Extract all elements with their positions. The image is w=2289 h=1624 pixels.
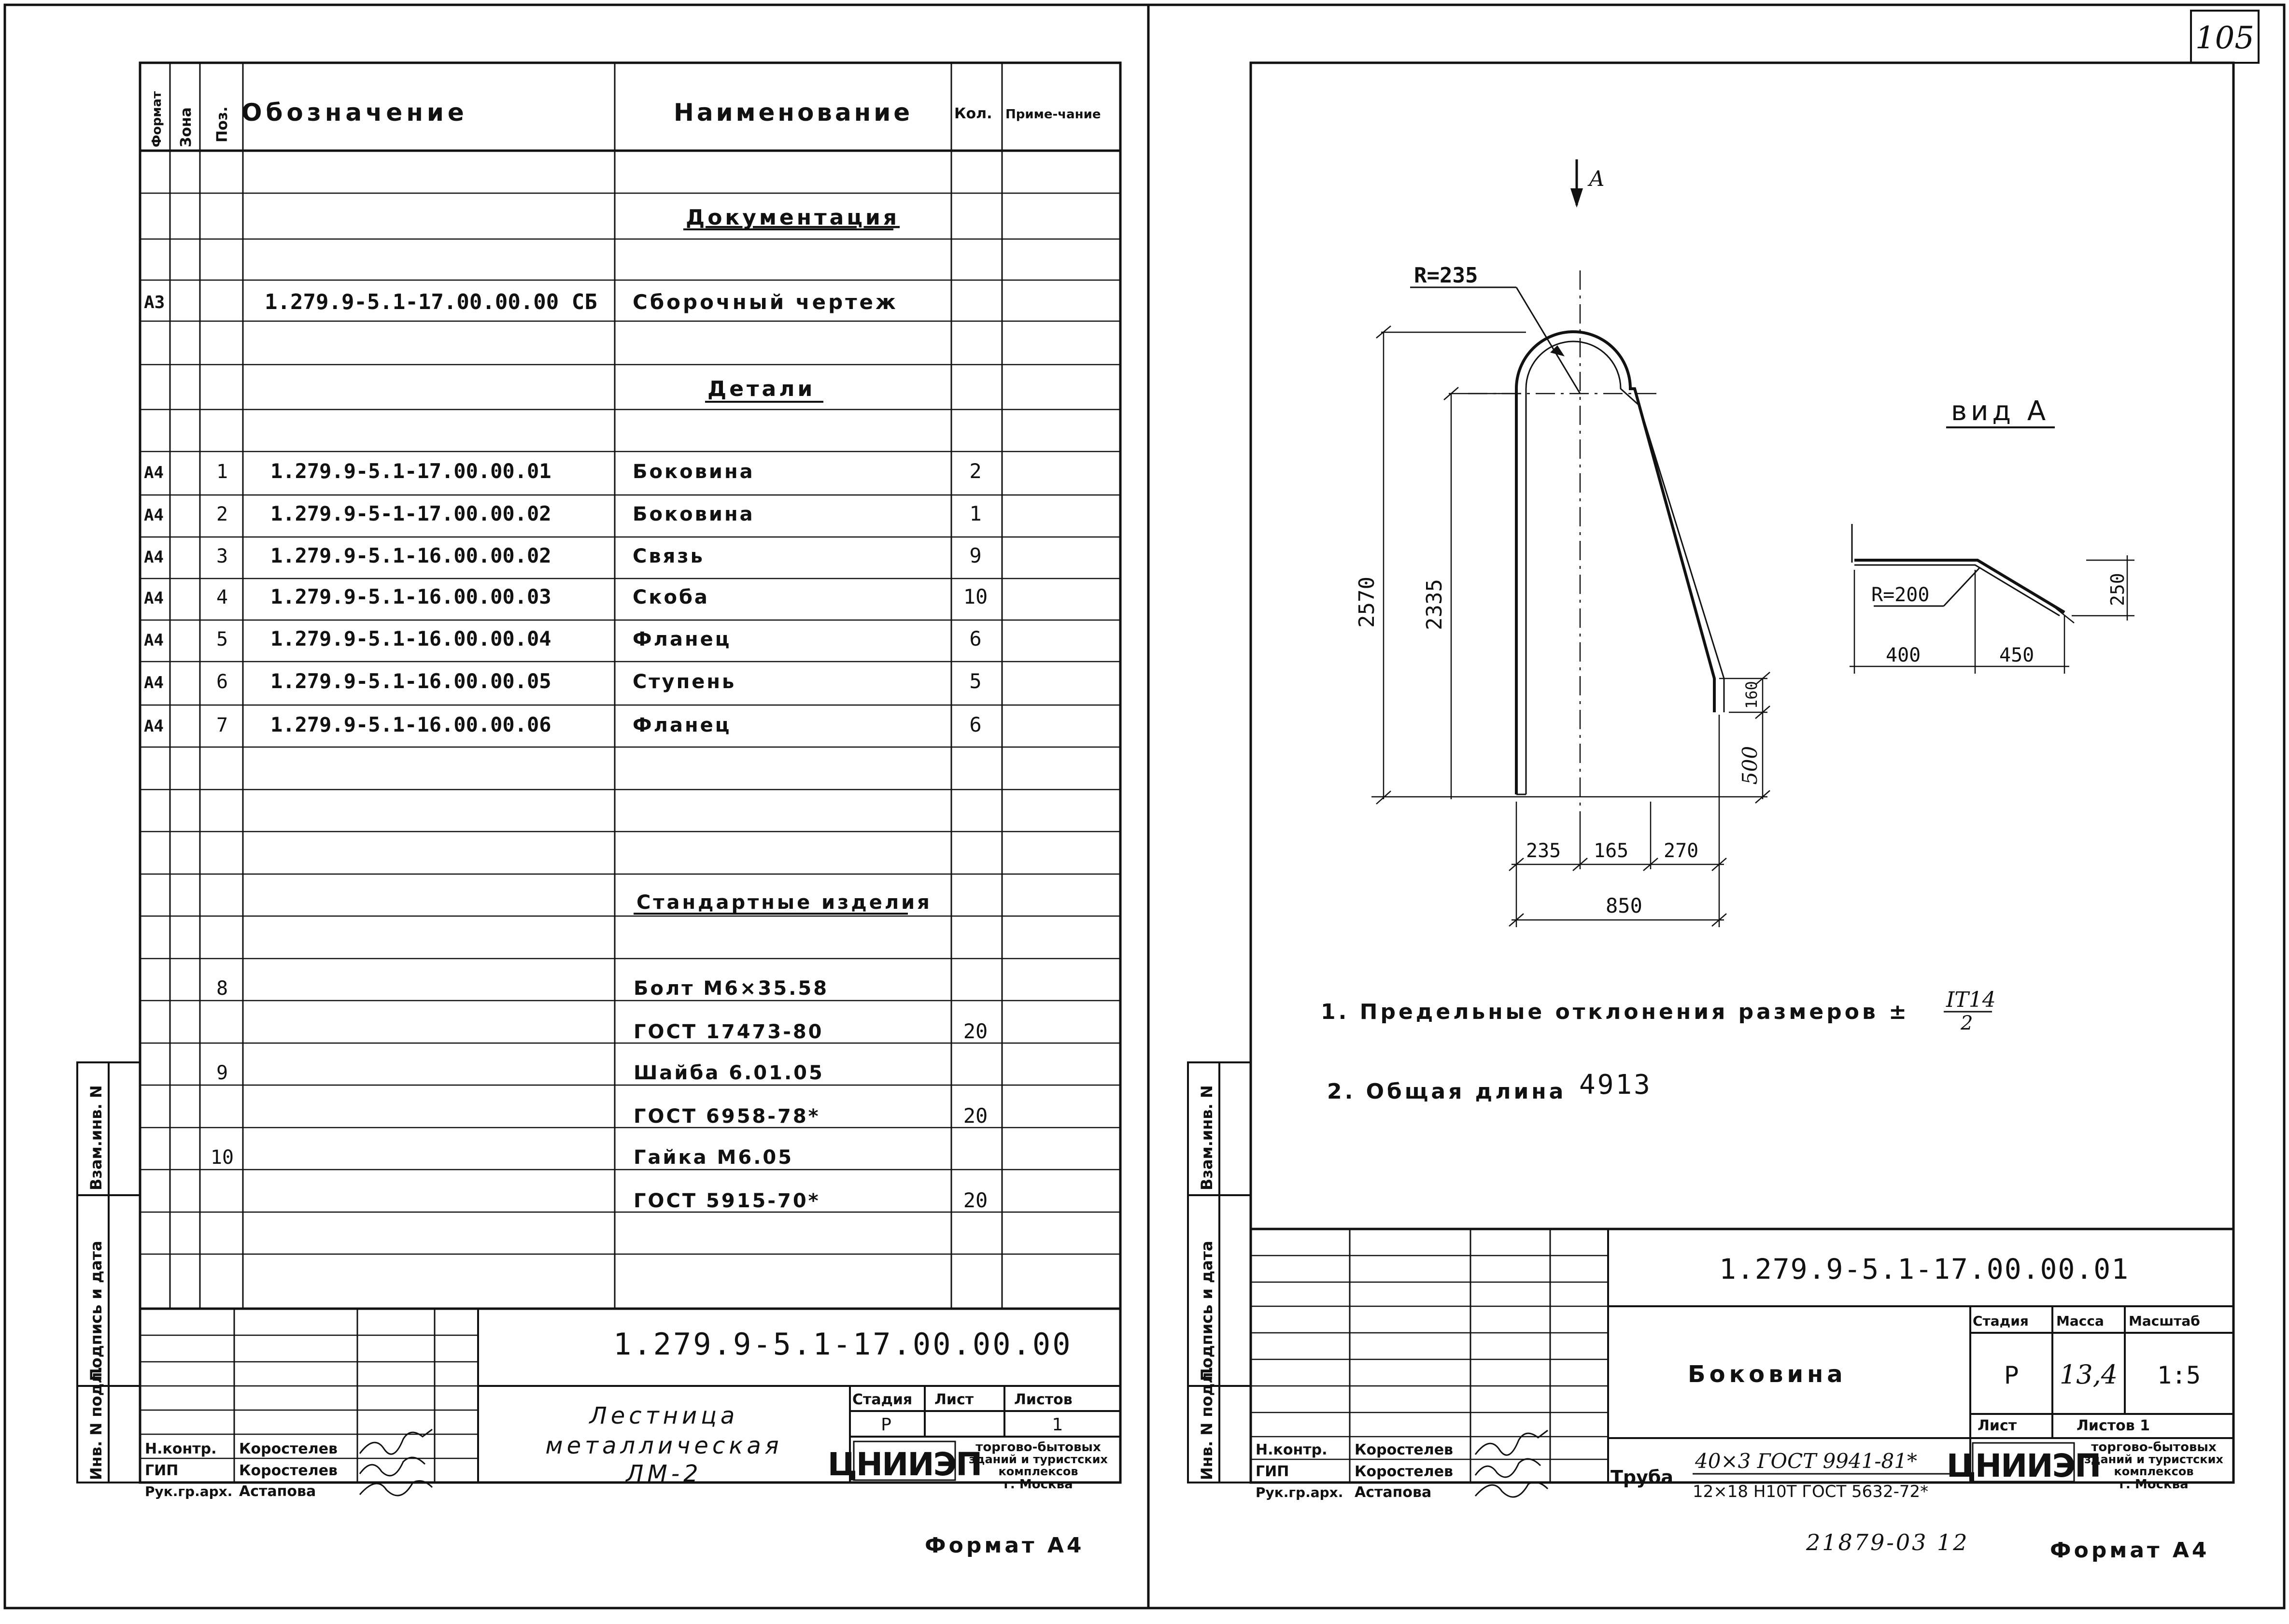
- standard-row-name: ГОСТ 17473-80: [634, 1021, 824, 1043]
- detail-row-pos: 5: [216, 628, 228, 650]
- left-org-logo: ЦНИИЭП: [827, 1446, 982, 1483]
- detail-row-name: Боковина: [633, 461, 755, 483]
- left-title-line3: ЛМ-2: [626, 1460, 702, 1487]
- right-title-code: 1.279.9-5.1-17.00.00.01: [1719, 1253, 2130, 1285]
- header-qty: Кол.: [954, 105, 992, 122]
- left-side-label-1: Взам.инв. N: [87, 1085, 105, 1190]
- standard-rows: [211, 977, 988, 1212]
- detail-row-pos: 1: [216, 461, 228, 483]
- right-stage-label: Стадия: [1973, 1313, 2029, 1329]
- left-roles: [145, 1440, 338, 1500]
- right-role-2: ГИП: [1256, 1463, 1289, 1480]
- standard-row-name: Шайба 6.01.05: [634, 1062, 824, 1084]
- detail-row-format: А4: [144, 506, 164, 525]
- right-scale-value: 1:5: [2157, 1361, 2201, 1389]
- left-role-1-name: Коростелев: [239, 1440, 338, 1457]
- right-sheet-label: Лист: [1978, 1417, 2017, 1434]
- left-org-line1: торгово-бытовых: [975, 1440, 1101, 1455]
- detail-row-designation: 1.279.9-5.1-16.00.00.03: [270, 585, 551, 608]
- left-signatures: [360, 1429, 432, 1496]
- detail-row-qty: 1: [969, 502, 982, 525]
- left-side-label-3: Инв. N подл.: [87, 1366, 105, 1480]
- view-dim-400: 400: [1886, 644, 1921, 666]
- right-material-label: Труба: [1611, 1467, 1674, 1488]
- page-number: 105: [2195, 20, 2255, 56]
- right-scale-label: Масштаб: [2129, 1313, 2200, 1329]
- view-arrow-label: А: [1589, 167, 1605, 191]
- note-2-value: 4913: [1579, 1069, 1652, 1101]
- standard-row-qty: 20: [963, 1104, 988, 1128]
- right-role-3: Рук.гр.арх.: [1256, 1484, 1343, 1500]
- dim-2335: 2335: [1422, 579, 1447, 630]
- standard-row-name: Болт М6×35.58: [634, 977, 829, 1000]
- right-role-2-name: Коростелев: [1355, 1463, 1454, 1480]
- right-org-line2: зданий и туристских: [2084, 1453, 2223, 1466]
- view-label: вид А: [1951, 395, 2050, 427]
- right-side-label-3: Инв. N подл.: [1198, 1366, 1216, 1480]
- dim-270: 270: [1664, 840, 1699, 862]
- right-sheets-label: Листов 1: [2077, 1417, 2150, 1434]
- left-title-code: 1.279.9-5.1-17.00.00.00: [613, 1327, 1073, 1362]
- standard-row-name: ГОСТ 6958-78*: [634, 1105, 820, 1128]
- detail-row-format: А4: [144, 673, 164, 692]
- radius-label: R=235: [1414, 263, 1478, 288]
- detail-row-designation: 1.279.9-5-1-17.00.00.02: [270, 502, 551, 525]
- detail-row-format: А4: [144, 631, 164, 650]
- right-mass-label: Масса: [2056, 1313, 2104, 1329]
- doc-row-format: А3: [144, 293, 165, 312]
- right-org-line4: г. Москва: [2119, 1477, 2189, 1492]
- right-material-top: 40×3 ГОСТ 9941-81*: [1695, 1449, 1917, 1473]
- left-role-3-name: Астапова: [239, 1483, 316, 1500]
- standard-row-pos: 10: [210, 1146, 234, 1169]
- detail-row-qty: 2: [969, 459, 982, 483]
- tube-side-view: [1410, 270, 1724, 811]
- left-format-label: Формат А4: [925, 1533, 1085, 1558]
- left-role-2-name: Коростелев: [239, 1462, 338, 1479]
- dim-500: 500: [1738, 746, 1762, 785]
- right-mass-value: 13,4: [2059, 1359, 2118, 1390]
- detail-row-name: Фланец: [633, 628, 732, 650]
- archive-number: 21879-03 12: [1806, 1529, 1969, 1555]
- dim-lines-vertical: [1371, 326, 1770, 804]
- header-format: Формат: [150, 91, 164, 147]
- header-name: Наименование: [674, 99, 913, 127]
- standard-row-pos: 9: [216, 1062, 228, 1084]
- detail-row-format: А4: [144, 548, 164, 567]
- section-standard: Стандартные изделия: [636, 891, 932, 914]
- right-side-label-2: Подпись и дата: [1198, 1241, 1216, 1381]
- section-details: Детали: [707, 377, 816, 401]
- header-designation: Обозначение: [241, 99, 468, 127]
- left-side-label-2: Подпись и дата: [87, 1241, 105, 1381]
- detail-row-name: Связь: [633, 545, 705, 567]
- left-stage-value: Р: [881, 1415, 891, 1435]
- right-org-logo: ЦНИИЭП: [1946, 1447, 2101, 1484]
- detail-row-designation: 1.279.9-5.1-16.00.00.04: [270, 627, 551, 650]
- view-dim-450: 450: [1999, 644, 2035, 666]
- detail-row-qty: 10: [963, 585, 988, 608]
- left-org-line3: комплексов: [998, 1465, 1078, 1478]
- detail-row-qty: 6: [969, 627, 982, 650]
- right-signatures: [1475, 1430, 1548, 1497]
- note-1: 1. Предельные отклонения размеров ±: [1321, 1000, 1909, 1024]
- right-format-label: Формат А4: [2050, 1538, 2210, 1563]
- detail-row-pos: 6: [216, 671, 228, 693]
- view-dim-250: 250: [2107, 573, 2128, 606]
- right-role-1: Н.контр.: [1256, 1441, 1328, 1458]
- detail-row-pos: 2: [216, 503, 228, 525]
- section-documentation: Документация: [686, 205, 900, 230]
- dim-165: 165: [1594, 840, 1629, 862]
- detail-row-qty: 6: [969, 713, 982, 736]
- left-role-2: ГИП: [145, 1462, 179, 1479]
- detail-row-pos: 4: [216, 586, 228, 608]
- left-org-line2: зданий и туристских: [969, 1453, 1108, 1466]
- right-org-line1: торгово-бытовых: [2091, 1440, 2217, 1455]
- left-sheet: [77, 63, 1120, 1558]
- detail-row-name: Фланец: [633, 714, 732, 736]
- doc-row-designation: 1.279.9-5.1-17.00.00.00 СБ: [265, 290, 597, 314]
- left-title-line1: Лестница: [589, 1402, 739, 1429]
- detail-rows: [144, 459, 988, 736]
- detail-row-designation: 1.279.9-5.1-16.00.00.05: [270, 669, 551, 693]
- left-sheets-value: 1: [1052, 1415, 1063, 1435]
- detail-row-name: Ступень: [633, 671, 736, 693]
- right-side-label-1: Взам.инв. N: [1198, 1085, 1216, 1190]
- dim-235: 235: [1526, 840, 1561, 862]
- note-1-fraction-num: IT14: [1946, 988, 1996, 1012]
- left-role-1: Н.контр.: [145, 1440, 217, 1457]
- right-sheet: [1188, 63, 2233, 1563]
- note-1-fraction-den: 2: [1961, 1012, 1973, 1034]
- left-sheets-label: Листов: [1014, 1391, 1073, 1408]
- detail-row-designation: 1.279.9-5.1-16.00.00.06: [270, 713, 551, 736]
- view-radius-label: R=200: [1871, 584, 1930, 606]
- right-part-name: Боковина: [1688, 1361, 1847, 1388]
- dim-160: 160: [1742, 681, 1761, 709]
- detail-row-format: А4: [144, 717, 164, 736]
- doc-row-name: Сборочный чертеж: [633, 290, 898, 314]
- header-note: Приме-чание: [1005, 107, 1101, 122]
- right-role-3-name: Астапова: [1355, 1484, 1432, 1501]
- detail-row-pos: 3: [216, 545, 228, 567]
- left-stage-label: Стадия: [852, 1391, 913, 1408]
- detail-row-pos: 7: [216, 714, 228, 736]
- left-role-3: Рук.гр.арх.: [145, 1483, 233, 1499]
- right-stage-value: Р: [2004, 1361, 2019, 1389]
- detail-row-format: А4: [144, 589, 164, 608]
- outer-frame: [5, 5, 2284, 1608]
- detail-row-name: Боковина: [633, 503, 755, 525]
- detail-row-designation: 1.279.9-5.1-16.00.00.02: [270, 544, 551, 567]
- detail-row-format: А4: [144, 463, 164, 482]
- detail-row-designation: 1.279.9-5.1-17.00.00.01: [270, 459, 551, 483]
- detail-row-qty: 5: [969, 669, 982, 693]
- dim-2570: 2570: [1355, 577, 1379, 628]
- header-zone: Зона: [178, 107, 195, 147]
- dim-850: 850: [1606, 894, 1642, 918]
- header-pos: Поз.: [214, 106, 231, 142]
- left-sheet-label: Лист: [934, 1391, 974, 1408]
- right-material-bottom: 12×18 Н10Т ГОСТ 5632-72*: [1693, 1482, 1929, 1501]
- standard-row-qty: 20: [963, 1019, 988, 1043]
- right-role-1-name: Коростелев: [1355, 1441, 1454, 1458]
- note-2: 2. Общая длина: [1327, 1079, 1567, 1104]
- left-org-line4: г. Москва: [1003, 1477, 1073, 1492]
- right-org-line3: комплексов: [2114, 1465, 2194, 1478]
- detail-row-qty: 9: [969, 544, 982, 567]
- standard-row-pos: 8: [216, 977, 228, 1000]
- standard-row-qty: 20: [963, 1188, 988, 1212]
- left-title-line2: металлическая: [545, 1432, 783, 1459]
- standard-row-name: ГОСТ 5915-70*: [634, 1190, 820, 1212]
- right-roles: [1256, 1441, 1453, 1501]
- standard-row-name: Гайка М6.05: [634, 1146, 794, 1169]
- detail-row-name: Скоба: [633, 586, 709, 608]
